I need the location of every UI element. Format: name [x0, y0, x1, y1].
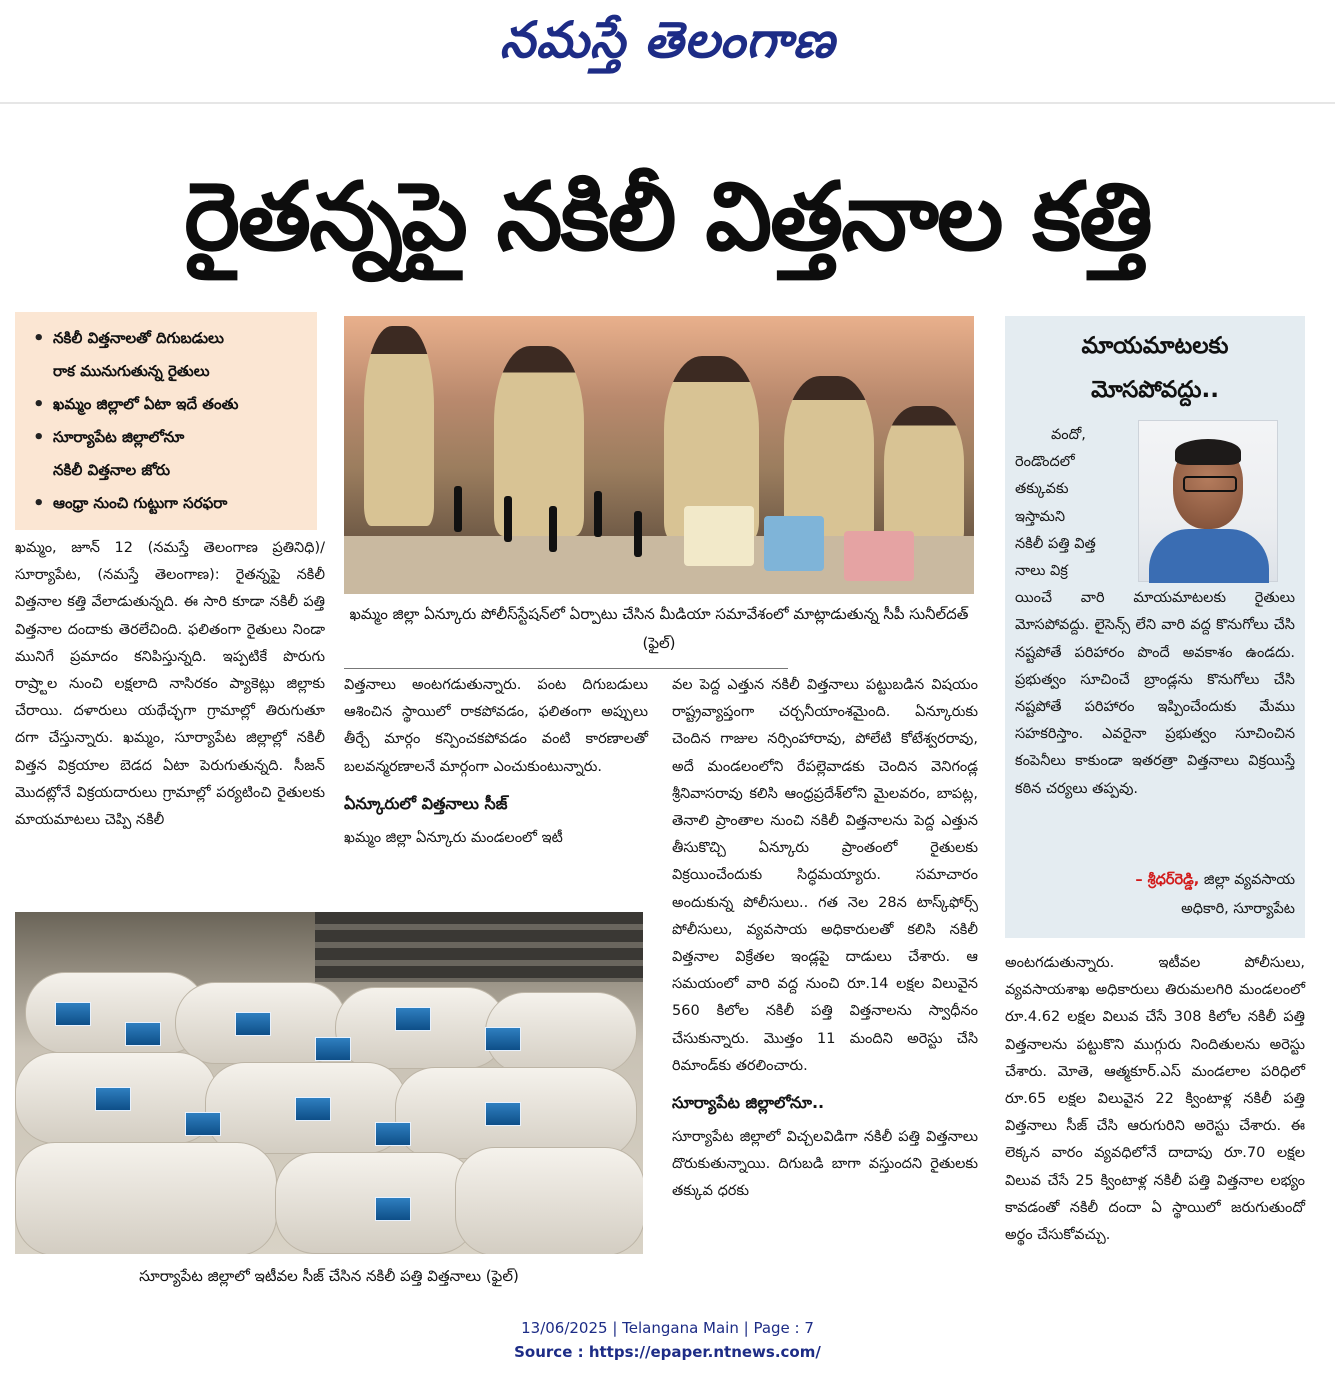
footer-edition-info: 13/06/2025 | Telangana Main | Page : 7	[521, 1319, 814, 1337]
bullet-icon: •	[33, 493, 45, 514]
sidebar-quote-line: వందో,	[1051, 427, 1086, 443]
sidebar-quote-line: ఇస్తామని	[1015, 508, 1066, 525]
seed-packet	[55, 1002, 91, 1026]
seed-packet	[485, 1027, 521, 1051]
highlight-line: నకిలీ విత్తనాల జోరు	[53, 461, 171, 479]
seed-packet	[395, 1007, 431, 1031]
sidebar-title-line: మోసపోవద్దు..	[1091, 377, 1219, 403]
highlight-item	[29, 421, 307, 487]
press-meet-photo	[344, 316, 974, 594]
seed-packet	[844, 531, 914, 581]
microphone-icon	[454, 486, 462, 532]
sidebar-attribution	[1015, 866, 1295, 924]
article-paragraph: సూర్యాపేట జిల్లాలో విచ్చలవిడిగా నకిలీ పత్తి విత్తనాలు దొరుకుతున్నాయి. దిగుబడి బాగా వస్తుందని రైతులకు తక్కువ ధరకు	[672, 1129, 978, 1200]
seed-packet	[684, 506, 754, 566]
highlight-line: నకిలీ విత్తనాలతో దిగుబడులు	[53, 329, 224, 347]
masthead-divider	[0, 102, 1335, 104]
highlight-line: ఖమ్మం జిల్లాలో ఏటా ఇదే తంతు	[53, 395, 239, 413]
highlights-box	[15, 312, 317, 530]
seed-packet	[185, 1112, 221, 1136]
article-column-1	[15, 535, 325, 895]
seed-packet	[764, 516, 824, 571]
article-paragraph: అంటగడుతున్నారు. ఇటీవల పోలీసులు, వ్యవసాయశాఖ అధికారులు తిరుమలగిరి మండలంలో రూ.4.62 లక్షల విలువ చేసే 308 కిలోల నకిలీ పత్తి విత్తనాలను పట్టుకొని ముగ్గురు నిందితులను అరెస్టు చేశారు. మోతె, ఆత్మకూర్‌.ఎస్‌ మండలాల పరిధిలో రూ.65 లక్షల విలువైన 22 క్వింటాళ్ల నకిలీ పత్తి విత్తనాలు సీజ్‌ చేసి ఆరుగురిని అరెస్టు చేశారు. ఈ లెక్కన వారం వ్యవధిలోనే దాదాపు రూ.70 లక్షల విలువ చేసే 25 క్వింటాళ్ల నకిలీ పత్తి విత్తనాల లభ్యం కావడంతో నకిలీ దందా ఏ స్థాయిలో జరుగుతుందో అర్థం చేసుకోవచ్చు.	[1005, 955, 1305, 1244]
seed-packet	[125, 1022, 161, 1046]
sidebar-quote-line: రెండొందలో	[1015, 454, 1075, 471]
seed-bag	[15, 1142, 277, 1254]
background-stairs	[315, 912, 643, 982]
bullet-icon: •	[33, 427, 45, 448]
sidebar-quote-line: తక్కువకు	[1015, 481, 1069, 498]
sidebar-quote-line: నకిలీ పత్తి విత్త	[1015, 535, 1096, 552]
caption-divider	[344, 668, 788, 669]
seized-seeds-caption: సూర్యాపేట జిల్లాలో ఇటీవల సీజ్‌ చేసిన నకిలీ పత్తి విత్తనాలు (ఫైల్‌)	[139, 1267, 519, 1285]
microphone-icon	[594, 491, 602, 537]
highlight-line: రాక మునుగుతున్న రైతులు	[53, 362, 210, 380]
seed-packet	[375, 1122, 411, 1146]
highlight-item	[29, 322, 307, 388]
seed-packet	[235, 1012, 271, 1036]
microphone-icon	[634, 511, 642, 557]
highlight-item	[29, 487, 307, 520]
officer-figure	[884, 406, 964, 546]
masthead-logo: నమస్తే తెలంగాణ	[499, 10, 836, 69]
press-meet-caption: ఖమ్మం జిల్లా ఏన్కూరు పోలీస్‌స్టేషన్‌లో ఏర్పాటు చేసిన మీడియా సమావేశంలో మాట్లాడుతున్న సీపీ సునీల్‌దత్‌ (ఫైల్‌)	[349, 605, 969, 652]
seed-bag	[455, 1147, 643, 1254]
article-paragraph: విత్తనాలు అంటగడుతున్నారు. పంట దిగుబడులు ఆశించిన స్థాయిలో రాకపోవడం, ఫలితంగా అప్పులు తీర్చే మార్గం కన్పించకపోవడం వంటి కారణాలతో బలవన్మరణాలనే మార్గంగా ఎంచుకుంటున్నారు.	[344, 677, 648, 775]
sidebar-title	[1015, 316, 1295, 412]
section-subhead: సూర్యాపేట జిల్లాలోనూ..	[672, 1093, 825, 1113]
article-paragraph: ఖమ్మం జిల్లా ఏన్కూరు మండలంలో ఇటీ	[344, 829, 563, 846]
highlight-item	[29, 388, 307, 421]
attribution-role: జిల్లా వ్యవసాయ	[1203, 872, 1295, 888]
section-subhead: ఏన్కూరులో విత్తనాలు సీజ్‌	[344, 793, 508, 813]
article-paragraph: వల పెద్ద ఎత్తున నకిలీ విత్తనాలు పట్టుబడిన విషయం రాష్ట్రవ్యాప్తంగా చర్చనీయాంశమైంది. ఏన్కూరుకు చెందిన గాజుల నర్సింహారావు, పోలేటి కోటేశ్వరరావు, అదే మండలంలోని రేపల్లెవాడకు చెందిన వెనిగండ్ల శ్రీనివాసరావు కలిసి ఆంధ్రప్రదేశ్‌లోని మైలవరం, బాపట్ల, తెనాలి ప్రాంతాల నుంచి నకిలీ విత్తనాలను పెద్ద ఎత్తున తీసుకొచ్చి ఏన్కూరు ప్రాంతంలో రైతులకు విక్రయించేందుకు సిద్ధమయ్యారు. సమాచారం అందుకున్న పోలీసులు.. గత నెల 28న టాస్క్‌ఫోర్స్‌ పోలీసులు, వ్యవసాయ అధికారులతో కలిసి నకిలీ విత్తనాల విక్రేతల ఇండ్లపై దాడులు చేశారు. ఆ సమయంలో వారి వద్ద నుంచి రూ.14 లక్షల విలువైన 560 కిలోల నకిలీ పత్తి విత్తనాలను స్వాధీనం చేసుకున్నారు. మొత్తం 11 మందిని అరెస్టు చేసి రిమాండ్‌కు తరలించారు.	[672, 677, 978, 1074]
headline: రైతన్నపై నకిలీ విత్తనాల కత్తి	[184, 163, 1151, 272]
highlight-line: ఆంధ్రా నుంచి గుట్టుగా సరఫరా	[53, 494, 228, 512]
sidebar-quote	[1015, 422, 1295, 803]
microphone-icon	[504, 496, 512, 542]
highlight-line: సూర్యాపేట జిల్లాలోనూ	[53, 428, 185, 446]
officer-figure	[364, 326, 434, 526]
seed-packet	[375, 1197, 411, 1221]
article-column-2	[344, 672, 648, 902]
attribution-role: అధికారి, సూర్యాపేట	[1181, 901, 1295, 917]
sidebar-quote-line: నాలు విక్ర	[1015, 563, 1068, 580]
footer-source-link[interactable]: Source : https://epaper.ntnews.com/	[514, 1343, 821, 1361]
article-column-4	[1005, 950, 1305, 1290]
attribution-name: – శ్రీధర్‌రెడ్డి,	[1135, 872, 1200, 888]
microphone-icon	[549, 506, 557, 552]
seed-packet	[95, 1087, 131, 1111]
bullet-icon: •	[33, 394, 45, 415]
seed-packet	[315, 1037, 351, 1061]
sidebar-title-line: మాయమాటలకు	[1081, 333, 1229, 359]
bullet-icon: •	[33, 328, 45, 349]
seed-packet	[295, 1097, 331, 1121]
seized-seeds-photo	[15, 912, 643, 1254]
article-paragraph: ఖమ్మం, జూన్‌ 12 (నమస్తే తెలంగాణ ప్రతినిధి)/సూర్యాపేట, (నమస్తే తెలంగాణ): రైతన్నపై నకిలీ విత్తనాల కత్తి వేలాడుతున్నది. ఈ సారి కూడా నకిలీ పత్తి విత్తనాల దందాకు తెరలేచింది. ఫలితంగా రైతులు నిండా మునిగే ప్రమాదం కనిపిస్తున్నది. ఇప్పటికే పొరుగు రాష్ర్టాల నుంచి లక్షలాది నాసిరకం ప్యాకెట్లు జిల్లాకు చేరాయి. దళారులు యథేచ్ఛగా గ్రామాల్లో తిరుగుతూ దగా చేస్తున్నారు. ఖమ్మం, సూర్యాపేట జిల్లాల్లో నకిలీ విత్తన విక్రయాల బెడద ఏటా పెరుగుతున్నది. సీజన్‌ మొదట్లోనే విక్రయదారులు గ్రామాల్లో పర్యటించి రైతులకు మాయమాటలు చెప్పి నకిలీ	[15, 540, 325, 829]
seed-packet	[485, 1102, 521, 1126]
sidebar-quote-body: యించే వారి మాయమాటలకు రైతులు మోసపోవద్దు. లైసెన్స్‌ లేని వారి వద్ద కొనుగోలు చేసి నష్టపోతే పరిహారం పొందే అవకాశం ఉండదు. ప్రభుత్వం సూచించే బ్రాండ్లను కొనుగోలు చేసి నష్టపోతే పరిహారం ఇప్పించేందుకు మేము సహకరిస్తాం. ఎవరైనా ప్రభుత్వం సూచించిన కంపెనీలు కాకుండా ఇతరత్రా విత్తనాలు విక్రయిస్తే కఠిన చర్యలు తప్పవు.	[1015, 590, 1295, 797]
article-column-3	[672, 672, 978, 1282]
